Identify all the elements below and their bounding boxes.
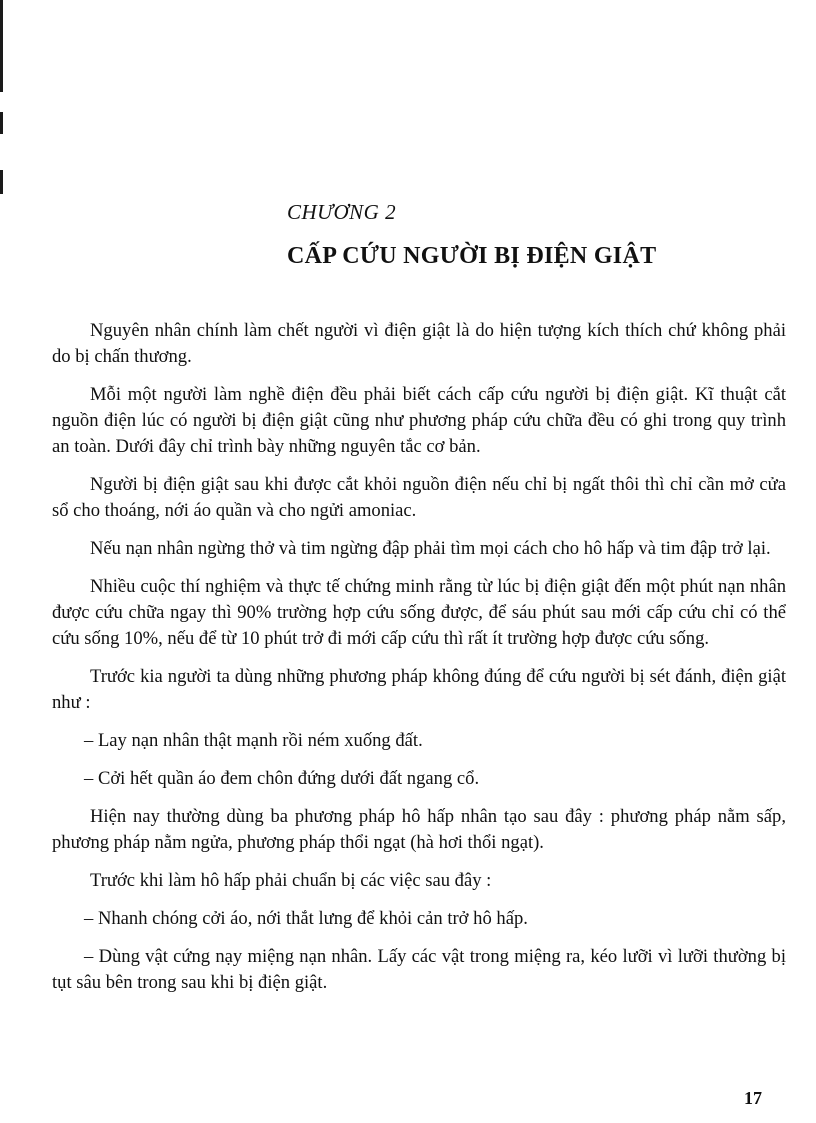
paragraph: Trước khi làm hô hấp phải chuẩn bị các việc sau đây : bbox=[90, 870, 492, 891]
list-item: – Dùng vật cứng nạy miệng nạn nhân. Lấy các vật trong miệng ra, kéo lưỡi vì lưỡi thường bị tụt sâu bên trong sau khi bị điện giật. bbox=[52, 946, 786, 993]
scan-edge-mark bbox=[0, 170, 3, 194]
chapter-title: CẤP CỨU NGƯỜI BỊ ĐIỆN GIẬT bbox=[287, 243, 657, 269]
list-item: – Nhanh chóng cởi áo, nới thắt lưng để khỏi cản trở hô hấp. bbox=[84, 908, 528, 929]
paragraph: Nhiều cuộc thí nghiệm và thực tế chứng minh rằng từ lúc bị điện giật đến một phút nạn nhân được cứu chữa ngay thì 90% trường hợp cứu sống được, để sáu phút sau mới cấp cứu chỉ có thể cứu sống 10%, nếu để từ 10 phút trở đi mới cấp cứu thì rất ít trường hợp được cứu sống. bbox=[52, 576, 786, 649]
paragraph: Nếu nạn nhân ngừng thở và tim ngừng đập phải tìm mọi cách cho hô hấp và tim đập trở lại. bbox=[90, 538, 771, 559]
chapter-label: CHƯƠNG 2 bbox=[287, 200, 397, 224]
body-text bbox=[52, 318, 786, 1008]
page-number: 17 bbox=[744, 1088, 762, 1108]
paragraph: Trước kia người ta dùng những phương pháp không đúng để cứu người bị sét đánh, điện giật như : bbox=[52, 666, 786, 713]
list-item: – Lay nạn nhân thật mạnh rồi ném xuống đất. bbox=[84, 730, 423, 751]
list-item: – Cởi hết quần áo đem chôn đứng dưới đất ngang cổ. bbox=[84, 768, 480, 789]
paragraph: Hiện nay thường dùng ba phương pháp hô hấp nhân tạo sau đây : phương pháp nằm sấp, phương pháp nằm ngửa, phương pháp thổi ngạt (hà hơi thổi ngạt). bbox=[52, 806, 786, 853]
paragraph: Mỗi một người làm nghề điện đều phải biết cách cấp cứu người bị điện giật. Kĩ thuật cắt nguồn điện lúc có người bị điện giật cũng như phương pháp cứu chữa đều có ghi trong quy trình an toàn. Dưới đây chỉ trình bày những nguyên tắc cơ bản. bbox=[52, 384, 786, 457]
scan-edge-mark bbox=[0, 112, 3, 134]
scan-edge-mark bbox=[0, 0, 3, 92]
paragraph: Người bị điện giật sau khi được cắt khỏi nguồn điện nếu chỉ bị ngất thôi thì chỉ cần mở cửa sổ cho thoáng, nới áo quần và cho ngửi amoniac. bbox=[52, 474, 786, 521]
paragraph: Nguyên nhân chính làm chết người vì điện giật là do hiện tượng kích thích chứ không phải do bị chấn thương. bbox=[52, 320, 786, 367]
